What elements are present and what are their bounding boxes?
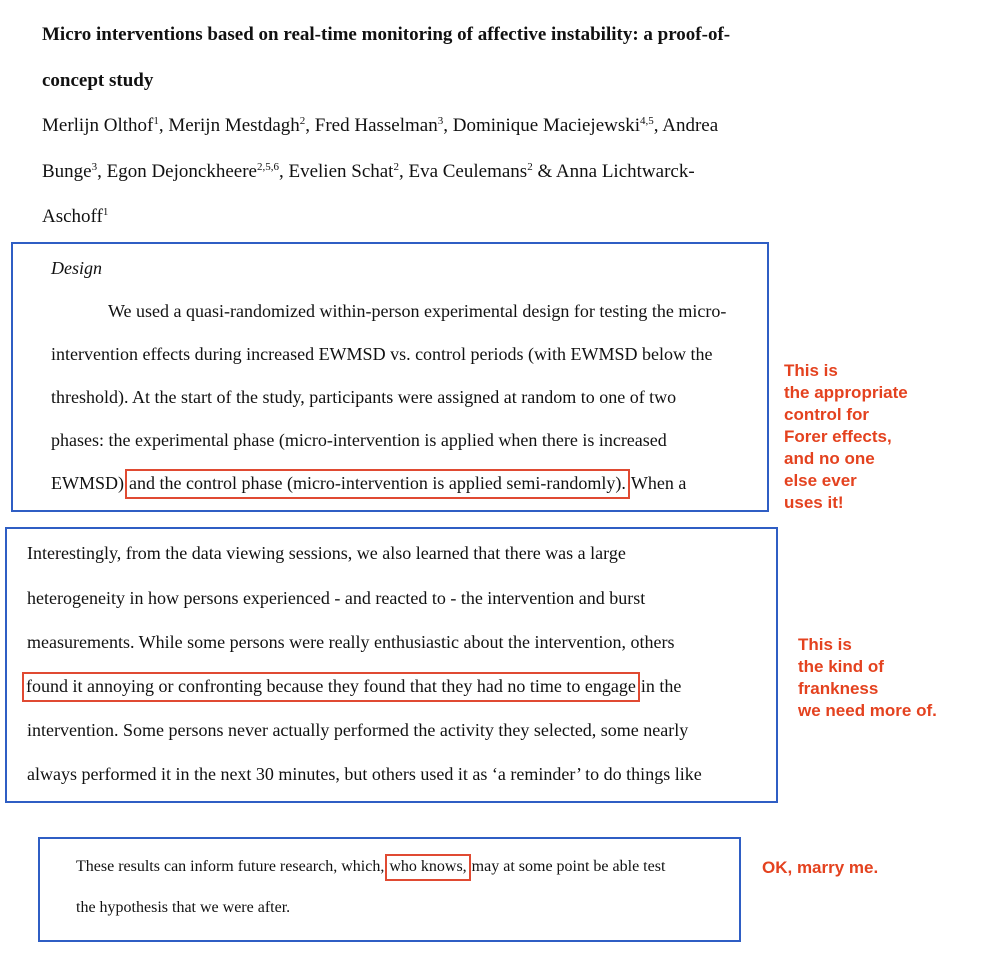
author-affiliation: 3 (91, 161, 98, 173)
paper-title-line-1: Micro interventions based on real-time monitoring of affective instability: a proof-of- (42, 24, 731, 45)
highlight-no-time-to-engage: found it annoying or confronting because they found that they had no time to engage (22, 672, 640, 702)
author-affiliation: 1 (102, 206, 109, 218)
annotation-line: control for (784, 405, 869, 424)
annotation-frankness (798, 634, 937, 722)
annotation-line: and no one (784, 449, 875, 468)
excerpt-frankness-line-1: Interestingly, from the data viewing sessions, we also learned that there was a large (27, 543, 626, 563)
author-name: Merijn Mestdagh (168, 115, 300, 136)
excerpt-frankness-box (5, 527, 778, 803)
author-name-part: Aschoff (42, 206, 103, 227)
author-name: Dominique Maciejewski (452, 115, 641, 136)
line-text: may at some point be able test (471, 858, 666, 875)
annotation-line: we need more of. (798, 701, 937, 720)
annotation-line: the appropriate (784, 383, 908, 402)
author-line-2: Bunge$^3$, Egon Dejonckheere$^{2,5,6}$, Evelien Schat$^2$, Eva Ceulemans$^2$ & Anna Lichtwarck- (42, 161, 695, 182)
paper-title-line-2: concept study (42, 70, 154, 91)
excerpt-design-line-5 (51, 473, 686, 494)
line-text: These results can inform future research, which, (76, 858, 385, 875)
line-text: EWMSD) (51, 473, 124, 493)
annotation-line: This is (798, 635, 852, 654)
line-text: When a (630, 473, 687, 493)
author-name: Eva Ceulemans (408, 161, 528, 182)
excerpt-frankness-line-4 (21, 676, 681, 697)
author-affiliation: 2 (299, 115, 306, 127)
author-name: Fred Hasselman (314, 115, 438, 136)
author-name: Evelien Schat (288, 161, 394, 182)
section-heading-design: Design (51, 258, 102, 278)
excerpt-design-line-3: threshold). At the start of the study, participants were assigned at random to one of two (51, 387, 677, 407)
annotation-forer-effects (784, 360, 908, 514)
author-name-part: Andrea (662, 115, 719, 136)
excerpt-design-line-2: intervention effects during increased EWMSD vs. control periods (with EWMSD below the (51, 344, 713, 364)
author-name: Merlijn Olthof (42, 115, 154, 136)
author-name-part: Bunge (42, 161, 92, 182)
excerpt-future-line-1 (76, 858, 665, 876)
excerpt-frankness-line-3: measurements. While some persons were really enthusiastic about the intervention, others (27, 632, 675, 652)
author-line-1: Merlijn Olthof$^1$, Merijn Mestdagh$^2$, Fred Hasselman$^3$, Dominique Maciejewski$^{4,5}$, Andrea (42, 115, 719, 136)
author-affiliation: 2,5,6 (256, 161, 279, 173)
annotation-line: This is (784, 361, 838, 380)
author-affiliation: 1 (153, 115, 159, 127)
annotation-line: else ever (784, 471, 857, 490)
highlight-control-phase: and the control phase (micro-intervention is applied semi-randomly). (125, 469, 630, 499)
author-name: Egon Dejonckheere (106, 161, 257, 182)
author-affiliation: 3 (437, 115, 444, 127)
author-name-part: Anna Lichtwarck- (555, 161, 695, 182)
author-affiliation: 4,5 (640, 115, 654, 127)
excerpt-future-line-2: the hypothesis that we were after. (76, 899, 291, 916)
author-affiliation: 2 (393, 161, 399, 173)
excerpt-design-line-1: We used a quasi-randomized within-person experimental design for testing the micro- (108, 301, 727, 321)
excerpt-design-line-4: phases: the experimental phase (micro-intervention is applied when there is increased (51, 430, 667, 450)
excerpt-frankness-line-5: intervention. Some persons never actually performed the activity they selected, some nearly (27, 720, 689, 740)
annotation-line: frankness (798, 679, 879, 698)
annotation-line: the kind of (798, 657, 884, 676)
highlight-who-knows: who knows, (385, 854, 470, 881)
author-affiliation: 2 (527, 161, 533, 173)
excerpt-frankness-line-2: heterogeneity in how persons experienced - and reacted to - the intervention and burst (27, 588, 646, 608)
excerpt-future-research-box (38, 837, 741, 942)
line-text: in the (640, 676, 682, 696)
author-line-3 (42, 206, 108, 228)
annotation-line: Forer effects, (784, 427, 892, 446)
excerpt-frankness-line-6: always performed it in the next 30 minutes, but others used it as ‘a reminder’ to do things like (27, 764, 702, 784)
annotation-line: uses it! (784, 493, 844, 512)
annotation-marry-me: OK, marry me. (762, 858, 879, 877)
